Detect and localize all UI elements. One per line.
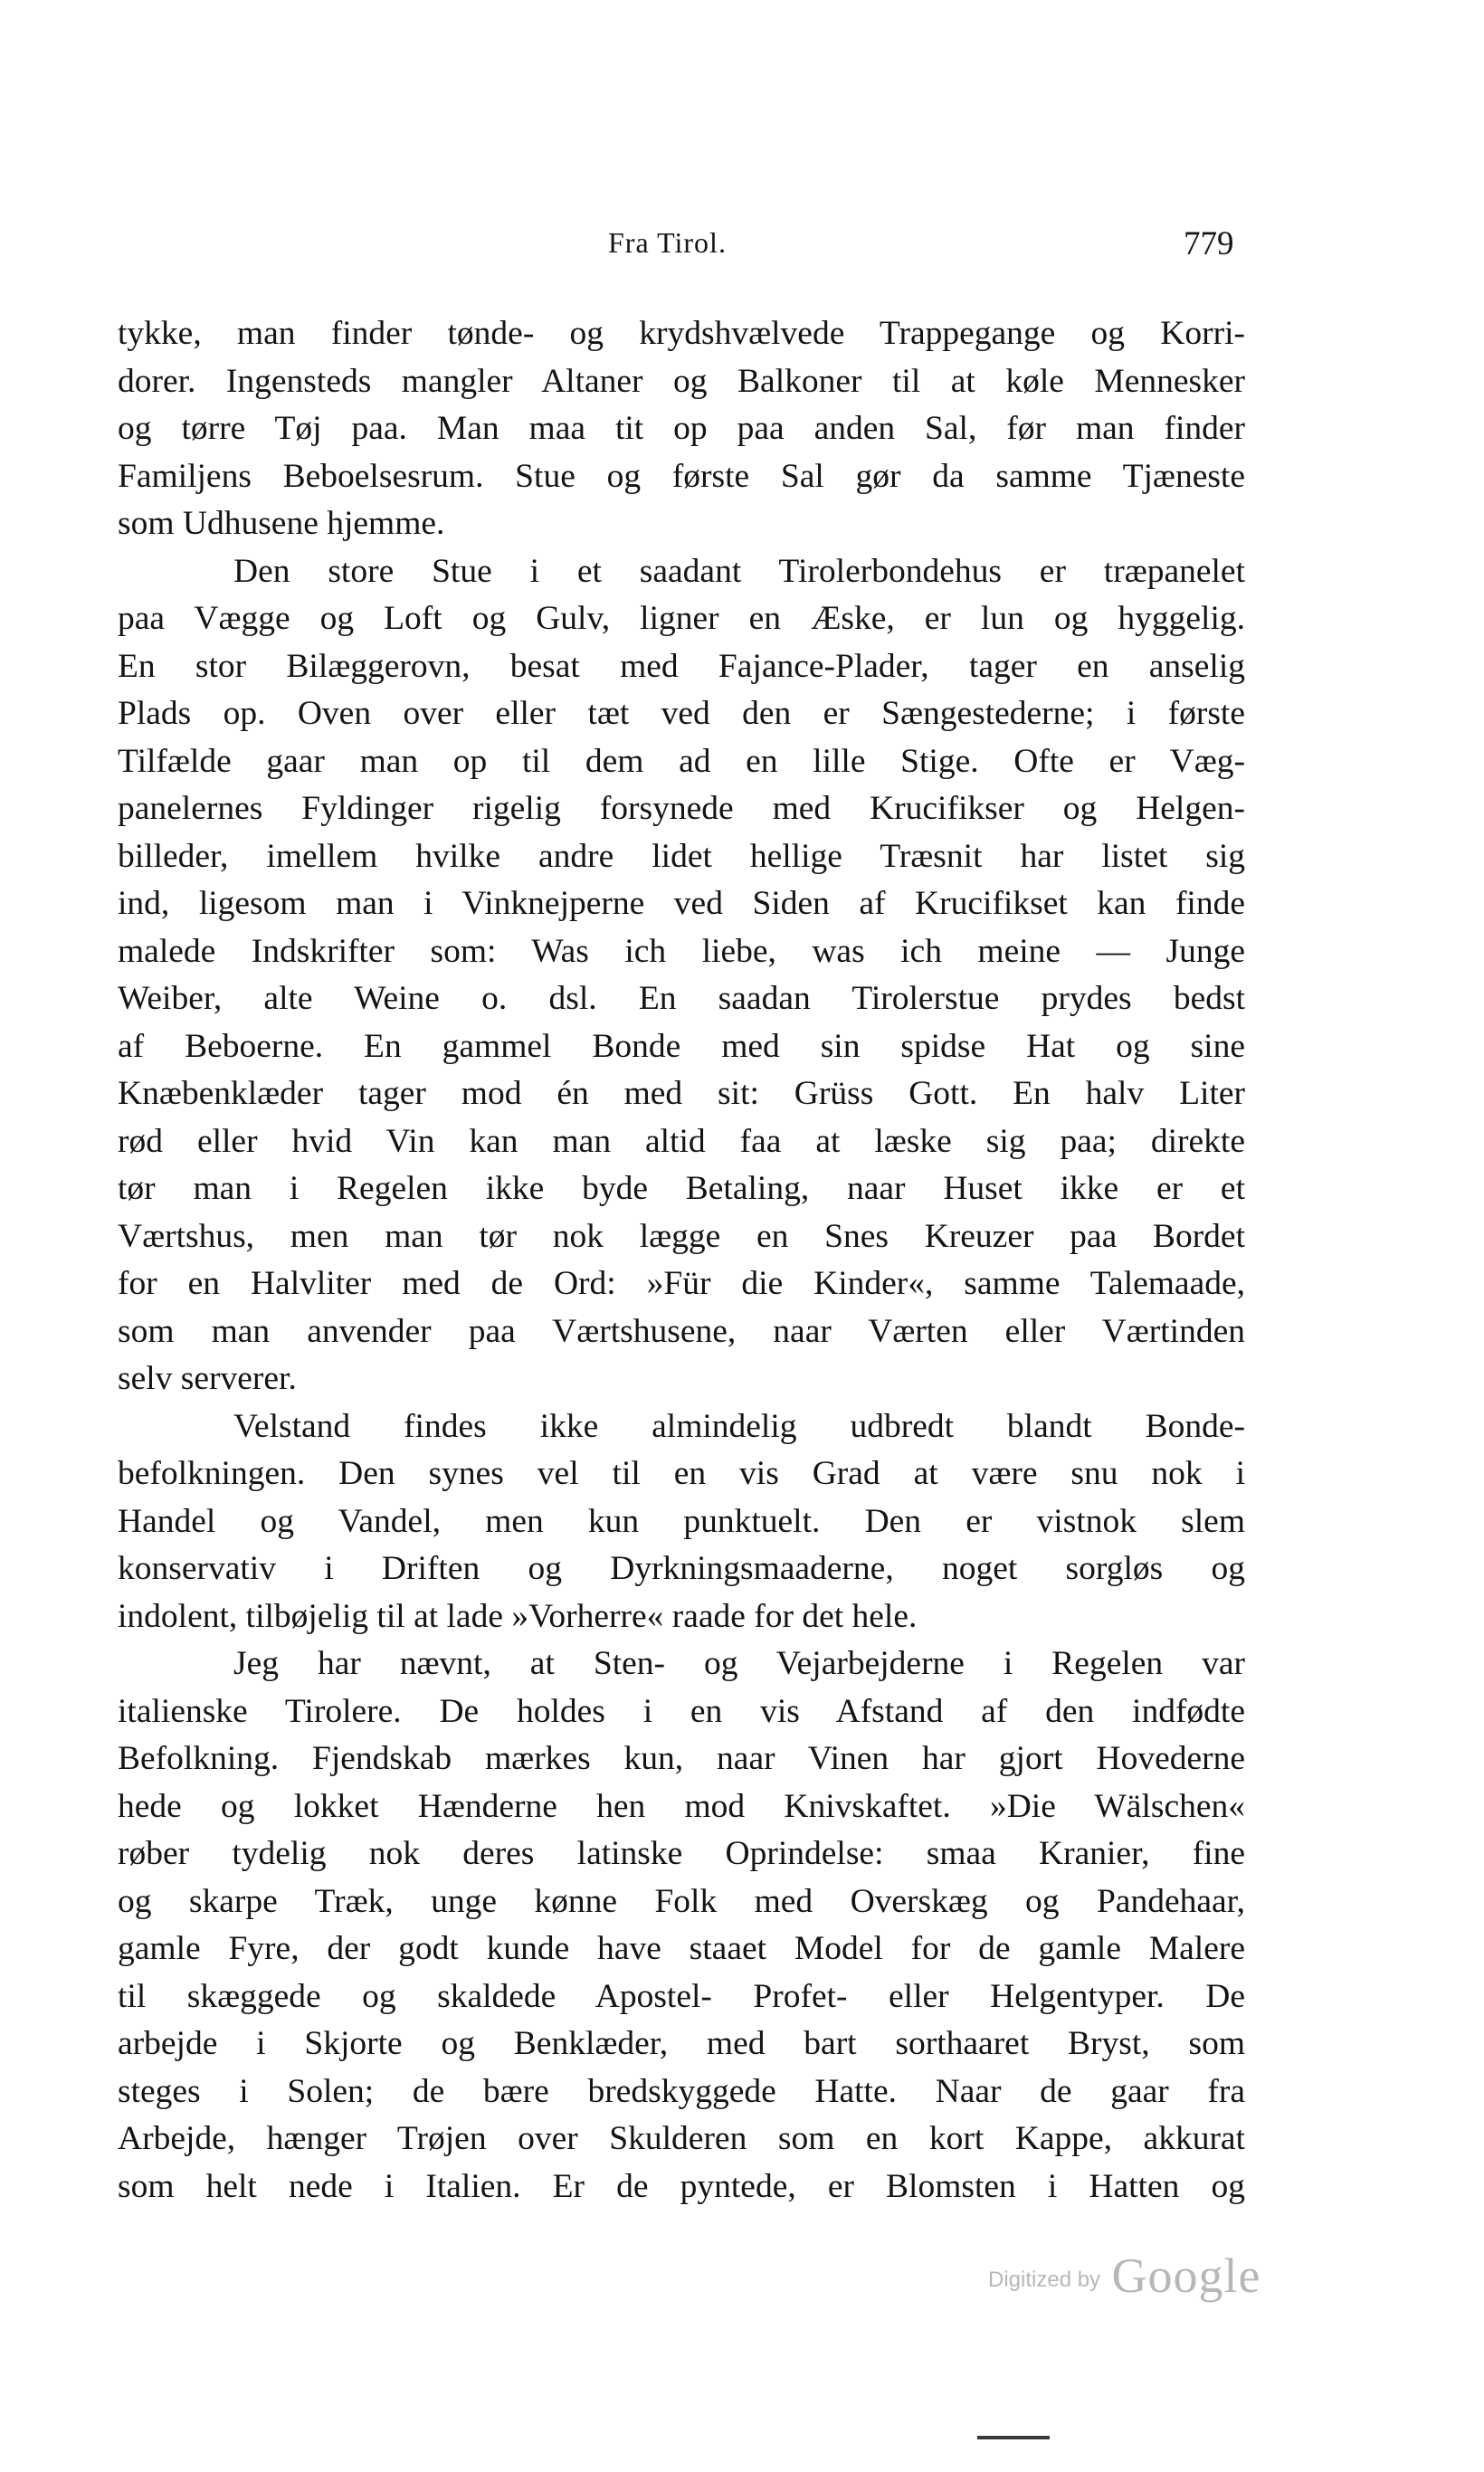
text-line: Befolkning. Fjendskab mærkes kun, naar Vinen har gjort Hovederne [118,1740,1245,1777]
text-line: billeder, imellem hvilke andre lidet hellige Træsnit har listet sig [118,837,1245,875]
text-line: Plads op. Oven over eller tæt ved den er Sængestederne; i første [118,695,1245,732]
digitized-by-watermark [988,2248,1260,2302]
text-line: indolent, tilbøjelig til at lade »Vorherre« raade for det hele. [118,1597,918,1635]
text-line: befolkningen. Den synes vel til en vis Grad at være snu nok i [118,1455,1245,1492]
text-line: røber tydelig nok deres latinske Oprindelse: smaa Kranier, fine [118,1835,1245,1872]
text-line: malede Indskrifter som: Was ich liebe, was ich meine — Junge [118,932,1245,970]
text-line: Jeg har nævnt, at Sten- og Vejarbejderne i Regelen var [233,1645,1245,1682]
text-line: steges i Solen; de bære bredskyggede Hatte. Naar de gaar fra [118,2072,1245,2110]
text-line: Familjens Beboelsesrum. Stue og første Sal gør da samme Tjæneste [118,457,1245,495]
footer-rule [977,2436,1050,2439]
text-line: konservativ i Driften og Dyrkningsmaaderne, noget sorgløs og [118,1550,1245,1587]
google-logo: Google [1111,2249,1261,2303]
text-line: tykke, man finder tønde- og krydshvælvede Trappegange og Korri- [118,315,1245,352]
text-line: Tilfælde gaar man op til dem ad en lille Stige. Ofte er Væg- [118,742,1245,780]
text-line: dorer. Ingensteds mangler Altaner og Balkoner til at køle Mennesker [118,362,1245,400]
text-line: Knæbenklæder tager mod én med sit: Grüss Gott. En halv Liter [118,1075,1245,1112]
text-line: Velstand findes ikke almindelig udbredt blandt Bonde- [233,1407,1245,1445]
running-header [0,226,1484,271]
text-line: som Udhusene hjemme. [118,505,445,542]
text-line: En stor Bilæggerovn, besat med Fajance-Plader, tager en anselig [118,647,1245,685]
page-number: 779 [1184,225,1234,262]
digitized-label: Digitized by [988,2268,1101,2292]
body-text [118,310,1245,2211]
text-line: paa Vægge og Loft og Gulv, ligner en Æske, er lun og hyggelig. [118,600,1245,637]
text-line: italienske Tirolere. De holdes i en vis Afstand af den indfødte [118,1692,1245,1730]
text-line: Handel og Vandel, men kun punktuelt. Den er vistnok slem [118,1502,1245,1540]
text-line: Den store Stue i et saadant Tirolerbondehus er træpanelet [233,552,1245,590]
text-line: og tørre Tøj paa. Man maa tit op paa anden Sal, før man finder [118,410,1245,447]
text-line: og skarpe Træk, unge kønne Folk med Overskæg og Pandehaar, [118,1882,1245,1920]
text-line: af Beboerne. En gammel Bonde med sin spidse Hat og sine [118,1027,1245,1065]
running-title: Fra Tirol. [608,226,727,259]
text-line: som man anvender paa Værtshusene, naar Værten eller Værtinden [118,1312,1245,1350]
text-line: som helt nede i Italien. Er de pyntede, er Blomsten i Hatten og [118,2167,1245,2205]
text-line: Weiber, alte Weine o. dsl. En saadan Tirolerstue prydes bedst [118,980,1245,1017]
text-line: til skæggede og skaldede Apostel- Profet- eller Helgentyper. De [118,1977,1245,2015]
text-line: for en Halvliter med de Ord: »Für die Kinder«, samme Talemaade, [118,1265,1245,1302]
text-line: Arbejde, hænger Trøjen over Skulderen som en kort Kappe, akkurat [118,2120,1245,2157]
text-line: ind, ligesom man i Vinknejperne ved Siden af Krucifikset kan finde [118,885,1245,922]
text-line: tør man i Regelen ikke byde Betaling, naar Huset ikke er et [118,1170,1245,1207]
text-line: arbejde i Skjorte og Benklæder, med bart sorthaaret Bryst, som [118,2025,1245,2062]
text-line: panelernes Fyldinger rigelig forsynede med Krucifikser og Helgen- [118,790,1245,827]
text-line: selv serverer. [118,1360,297,1397]
text-line: hede og lokket Hænderne hen mod Knivskaftet. »Die Wälschen« [118,1787,1245,1825]
text-line: Værtshus, men man tør nok lægge en Snes Kreuzer paa Bordet [118,1217,1245,1255]
text-line: rød eller hvid Vin kan man altid faa at læske sig paa; direkte [118,1122,1245,1160]
text-line: gamle Fyre, der godt kunde have staaet Model for de gamle Malere [118,1930,1245,1967]
